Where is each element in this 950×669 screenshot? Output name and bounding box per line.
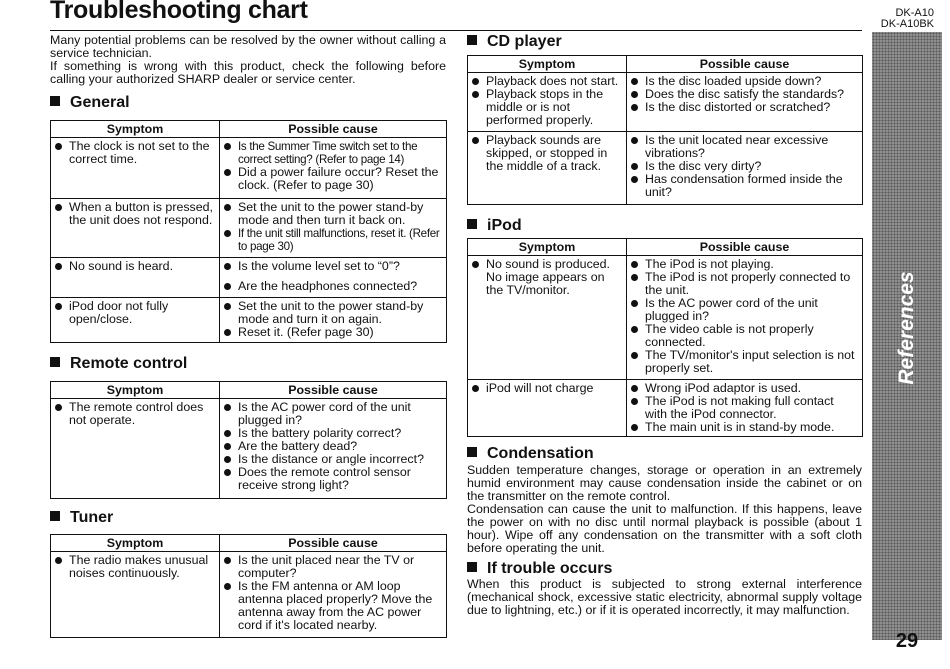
cause-item: Are the battery dead? [224,440,443,453]
table-row [51,199,447,258]
table-row [51,552,447,638]
tuner-table [50,534,447,638]
symptom-item: No sound is produced. No image appears on the TV/monitor. [472,258,623,297]
table-row [468,256,863,380]
model-line-2: DK-A10BK [880,18,934,30]
cause-header: Possible cause [220,382,447,399]
cause-item: The video cable is not properly connected. [631,323,859,349]
symptom-header: Symptom [51,382,220,399]
cause-item: Is the AC power cord of the unit plugged in? [631,297,859,323]
cause-item: Is the distance or angle incorrect? [224,453,443,466]
symptom-item: The radio makes unusual noises continuously. [55,554,216,580]
symptom-item: The remote control does not operate. [55,401,216,427]
condensation-heading [467,445,594,463]
cause-item: Is the FM antenna or AM loop antenna placed properly? Move the antenna away from the AC power cord if it's located nearby. [224,580,443,632]
remote-heading [50,355,187,373]
cause-header: Possible cause [220,535,447,552]
cause-item: The iPod is not making full contact with the iPod connector. [631,395,859,421]
cause-item: The iPod is not playing. [631,258,859,271]
cause-item: Did a power failure occur? Reset the clock. (Refer to page 30) [224,166,443,192]
remote-heading-text: Remote control [70,355,188,372]
square-bullet-icon [467,562,477,572]
trouble-heading-text: If trouble occurs [487,560,613,577]
symptom-item: When a button is pressed, the unit does not respond. [55,201,216,227]
symptom-item: The clock is not set to the correct time. [55,140,216,166]
cause-header: Possible cause [627,56,863,73]
general-table [50,120,447,343]
cause-item: Is the disc distorted or scratched? [631,101,859,114]
cause-item: Reset it. (Refer page 30) [224,326,443,339]
trouble-block [467,578,862,617]
model-line-1: DK-A10 [895,7,934,19]
intro-paragraph-1: Many potential problems can be resolved by the owner without calling a service technician. [50,33,446,60]
table-row [468,380,863,437]
cause-item: Is the AC power cord of the unit plugged in? [224,401,443,427]
table-row [51,298,447,343]
trouble-paragraph-1: When this product is subjected to strong external interference (mechanical shock, excessive static electricity, abnormal supply voltage due to lightning, etc.) or if it is operated incorrectly, it may malfunction. [467,577,862,617]
cd-heading [467,33,562,51]
cause-item: The TV/monitor's input selection is not properly set. [631,349,859,375]
symptom-header: Symptom [51,535,220,552]
intro-paragraph-2: If something is wrong with this product, check the following before calling your authorized SHARP dealer or service center. [50,59,446,86]
symptom-item: Playback stops in the middle or is not performed properly. [472,88,623,127]
ipod-heading-text: iPod [487,217,522,234]
general-heading-text: General [70,94,130,111]
ipod-table [467,238,863,437]
sidebar-label [875,258,939,398]
condensation-heading-text: Condensation [487,445,594,462]
cause-header: Possible cause [220,121,447,138]
cause-item: Set the unit to the power stand-by mode and turn it on again. [224,300,443,326]
model-number [881,8,934,30]
cd-table [467,55,863,205]
table-row [51,138,447,199]
cause-item: The main unit is in stand-by mode. [631,421,859,434]
cause-item: Is the disc very dirty? [631,160,859,173]
symptom-item: Playback does not start. [472,75,623,88]
page-title: Troubleshooting chart [50,0,308,24]
cause-item: The iPod is not properly connected to the unit. [631,271,859,297]
title-rule [50,30,862,31]
symptom-header: Symptom [51,121,220,138]
table-row [468,73,863,132]
square-bullet-icon [50,96,60,106]
general-heading [50,94,130,112]
page-number: 29 [895,630,919,652]
table-row [51,399,447,499]
tuner-heading [50,509,113,527]
square-bullet-icon [467,219,477,229]
cause-item: Wrong iPod adaptor is used. [631,382,859,395]
cause-item: Does the disc satisfy the standards? [631,88,859,101]
remote-table [50,381,447,499]
cause-item: Is the unit placed near the TV or computer? [224,554,443,580]
cause-item: Are the headphones connected? [224,280,443,293]
cause-item: Is the volume level set to “0”? [224,260,443,273]
condensation-paragraph-1: Sudden temperature changes, storage or operation in an extremely humid environment may cause condensation inside the cabinet or on the transmitter on the remote control. [467,463,862,503]
cause-item: If the unit still malfunctions, reset it. (Refer to page 30) [224,227,443,253]
square-bullet-icon [50,511,60,521]
cause-header: Possible cause [627,239,863,256]
ipod-heading [467,217,522,235]
symptom-item: iPod door not fully open/close. [55,300,216,326]
cause-item: Set the unit to the power stand-by mode and then turn it back on. [224,201,443,227]
square-bullet-icon [50,357,60,367]
cd-heading-text: CD player [487,33,562,50]
symptom-item: Playback sounds are skipped, or stopped in the middle of a track. [472,134,623,173]
symptom-item: No sound is heard. [55,260,216,273]
table-row [468,132,863,205]
cause-item: Has condensation formed inside the unit? [631,173,859,199]
cause-item: Is the disc loaded upside down? [631,75,859,88]
symptom-item: iPod will not charge [472,382,623,395]
cause-item: Is the battery polarity correct? [224,427,443,440]
symptom-header: Symptom [468,56,627,73]
cause-item: Is the Summer Time switch set to the correct setting? (Refer to page 14) [224,140,443,166]
sidebar-label-text: References [895,271,918,385]
tuner-heading-text: Tuner [70,509,114,526]
cause-item: Is the unit located near excessive vibrations? [631,134,859,160]
cause-item: Does the remote control sensor receive strong light? [224,466,443,492]
intro-block [50,34,446,86]
table-row [51,258,447,298]
condensation-block [467,464,862,555]
square-bullet-icon [467,447,477,457]
trouble-heading [467,560,612,578]
symptom-header: Symptom [468,239,627,256]
condensation-paragraph-2: Condensation can cause the unit to malfunction. If this happens, leave the power on with no disc until normal playback is possible (about 1 hour). Wipe off any condensation on the transmitter with a soft cloth before operating the unit. [467,502,862,555]
square-bullet-icon [467,35,477,45]
